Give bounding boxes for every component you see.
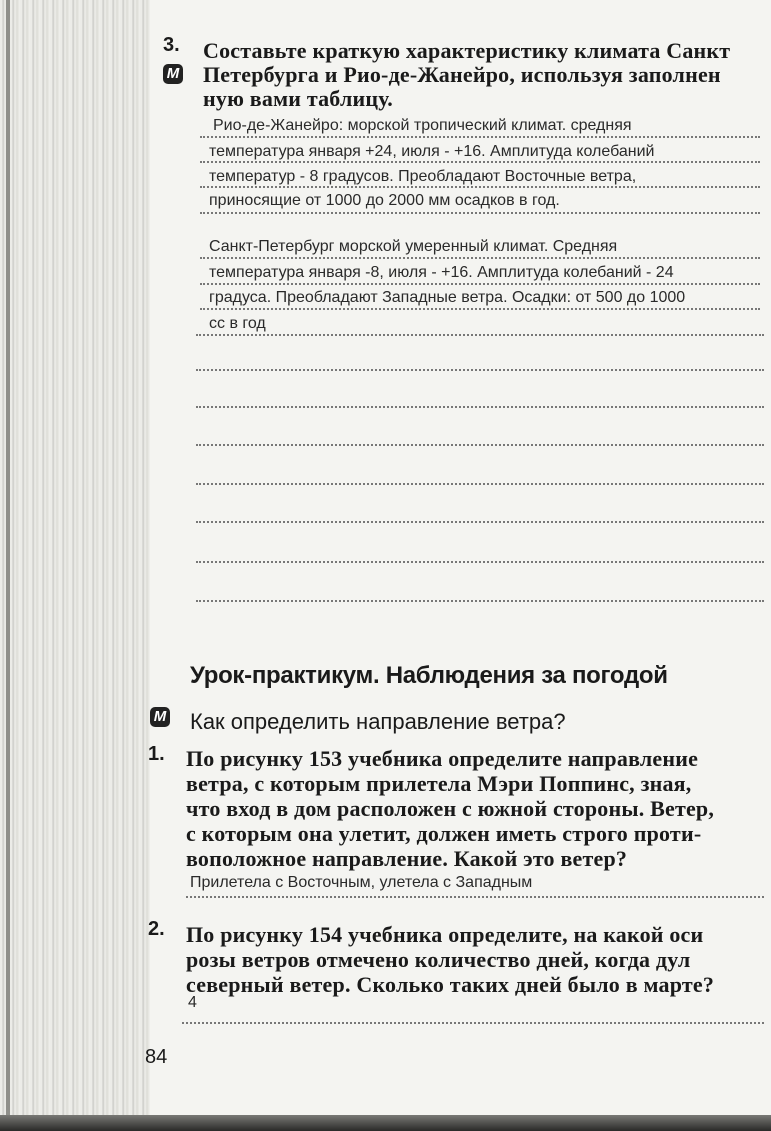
answer-dotted-line [196, 406, 764, 408]
task-2-answer: 4 [188, 994, 197, 1011]
answer-dotted-line [186, 896, 764, 898]
answer-dotted-line [196, 369, 764, 371]
task-3-number: 3. [163, 34, 180, 56]
answer-dotted-line [196, 521, 764, 523]
task-2-number: 2. [148, 918, 165, 940]
answer-rio-line: приносящие от 1000 до 2000 мм осадков в год. [209, 192, 560, 209]
task-2-question-line: розы ветров отмечено количество дней, когда дул [186, 947, 691, 972]
answer-dotted-line [200, 308, 760, 310]
task-1-question-line: По рисунку 153 учебника определите направление [186, 746, 699, 771]
task-2-question-line: северный ветер. Сколько таких дней было в марте? [186, 972, 715, 997]
lesson-subtitle: Как определить направление ветра? [190, 709, 566, 734]
task-1-question-line: ветра, с которым прилетела Мэри Поппинс, зная, [186, 771, 692, 796]
task-1-question-line: с которым она улетит, должен иметь строго проти- [186, 821, 702, 846]
m-letter-icon: M [163, 64, 183, 84]
answer-dotted-line [196, 483, 764, 485]
answer-spb-line: градуса. Преобладают Западные ветра. Осадки: от 500 до 1000 [209, 289, 686, 306]
answer-spb-line: температура января -8, июля - +16. Амплитуда колебаний - 24 [209, 264, 674, 281]
answer-dotted-line [196, 334, 764, 336]
answer-dotted-line [200, 257, 760, 259]
answer-spb-line: Санкт-Петербург морской умеренный климат. Средняя [209, 238, 618, 255]
answer-dotted-line [196, 444, 764, 446]
answer-dotted-line [200, 283, 760, 285]
answer-rio-line: температур - 8 градусов. Преобладают Восточные ветра, [209, 168, 637, 185]
page-number: 84 [145, 1046, 168, 1068]
answer-dotted-line [196, 561, 764, 563]
answer-dotted-line [200, 161, 760, 163]
task-3-question-line: Петербурга и Рио-де-Жанейро, используя заполнен [203, 62, 721, 87]
page-bottom-shadow [0, 1115, 771, 1131]
task-1-question-line: что вход в дом расположен с южной стороны. Ветер, [186, 796, 715, 821]
answer-rio-line: температура января +24, июля - +16. Амплитуда колебаний [209, 143, 655, 160]
task-1-answer: Прилетела с Восточным, улетела с Западным [190, 874, 533, 891]
answer-dotted-line [182, 1022, 764, 1024]
answer-dotted-line [200, 136, 760, 138]
m-letter-icon: M [150, 707, 170, 727]
task-1-question-line: воположное направление. Какой это ветер? [186, 846, 628, 871]
answer-dotted-line [196, 600, 764, 602]
task-1-number: 1. [148, 743, 165, 765]
page-binding-shadow [0, 0, 150, 1131]
task-3-question-line: Составьте краткую характеристику климата Санкт [203, 38, 731, 63]
answer-dotted-line [200, 186, 760, 188]
answer-dotted-line [200, 212, 760, 214]
lesson-title: Урок-практикум. Наблюдения за погодой [190, 662, 668, 689]
answer-rio-line: Рио-де-Жанейро: морской тропический климат. средняя [213, 117, 632, 134]
answer-spb-line: сс в год [209, 315, 266, 332]
task-3-question-line: ную вами таблицу. [203, 86, 393, 111]
task-2-question-line: По рисунку 154 учебника определите, на какой оси [186, 922, 704, 947]
